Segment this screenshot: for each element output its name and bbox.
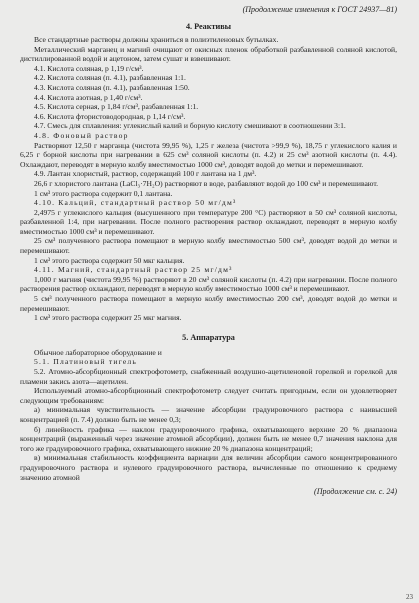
paragraph: 26,6 г хлористого лантана (LaCl₃·7H₂O) растворяют в воде, разбавляют водой до 100 см³ и перемешивают.	[34, 178, 379, 188]
paragraph: Металлический марганец и магний очищают от окисных пленок обработкой разбавленной соляной кислотой, дистиллированной водой и ацетоном, затем сушат и взвешивают.	[20, 44, 397, 64]
running-header: (Продолжение изменения к ГОСТ 24937—81)	[242, 5, 397, 14]
list-item: 4.6. Кислота фтористоводородная, р 1,14 г/см³.	[34, 111, 186, 121]
list-item: 4.2. Кислота соляная (п. 4.1), разбавленная 1:1.	[34, 73, 186, 83]
list-item: 4.9. Лантан хлористый, раствор, содержащий 100 г лантана на 1 дм³.	[34, 169, 257, 179]
paragraph: 1 см³ этого раствора содержит 25 мкг магния.	[34, 313, 182, 323]
list-item: 4.7. Смесь для сплавления: углекислый калий и борную кислоту смешивают в соотношении 3:1.	[34, 121, 346, 131]
section-title-apparatus: 5. Аппаратура	[182, 332, 235, 342]
paragraph: 25 см³ полученного раствора помещают в мерную колбу вместимостью 500 см³, доводят водой до метки и перемешивают.	[20, 236, 397, 256]
list-item: 4.4. Кислота азотная, р 1,40 г/см³.	[34, 92, 143, 102]
section-title-reagents: 4. Реактивы	[185, 22, 232, 31]
list-item: б) линейность графика — наклон градуировочного графика, охватывающего верхние 20 % диапазона концентраций (выраженный через значение атомной абсорбции), должен быть не менее 0,7 значения наклона для того же градуировочного графика, охватывающего нижние 20 % диапазона концентраций;	[20, 424, 397, 453]
paragraph: 1,000 г магния (чистота 99,95 %) растворяют в 20 см³ соляной кислоты (п. 4.2) при нагревании. После полного растворения раствор охлаждают, переводят в мерную колбу вместимостью 1000 см³ и перемешивают.	[20, 274, 397, 294]
paragraph: 5 см³ полученного раствора помещают в мерную колбу вместимостью 200 см³, доводят водой до метки и перемешивают.	[20, 294, 397, 313]
paragraph: Все стандартные растворы должны храниться в полиэтиленовых бутылках.	[34, 35, 279, 44]
paragraph: 1 см³ этого раствора содержит 50 мкг кальция.	[34, 255, 185, 265]
subheading: 4.10. Кальций, стандартный раствор 50 мг/дм³	[34, 198, 237, 208]
list-item: а) минимальная чувствительность — значение абсорбции градуировочного раствора с наивысшей концентрацией (п. 7.4) должно быть не менее 0,3;	[20, 405, 397, 424]
continuation-note: (Продолжение см. с. 24)	[314, 487, 397, 497]
paragraph: 2,4975 г углекислого кальция (высушенного при температуре 200 °С) растворяют в 50 см³ соляной кислоты, разбавленной 1:4, при нагревании. После полного растворения раствор охлаждают, переводят в мерную колбу вместимостью 1000 см³ и перемешивают.	[20, 207, 397, 236]
page-number: 23	[406, 593, 413, 602]
paragraph: Обычное лабораторное оборудование и	[34, 347, 162, 357]
list-item: 4.5. Кислота серная, р 1,84 г/см³, разбавленная 1:1.	[34, 102, 199, 112]
paragraph: Растворяют 12,50 г марганца (чистота 99,95 %), 1,25 г железа (чистота >99,9 %), 18,75 г углекислого калия и 6,25 г борной кислоты при нагревании в 625 см³ соляной кислоты (п. 4.2) и 25 см³ азотной кислоты (п. 4.4). Охлаждают, переводят в мерную колбу вместимостью 1000 см³, доводят водой до метки и перемешивают.	[20, 140, 397, 169]
subheading: 4.8. Фоновый раствор	[34, 130, 129, 140]
list-item: в) минимальная стабильность коэффициента вариации для величин абсорбции самого концентрированного градуировочного раствора и нулевого градуировочного раствора, вычисленные по отношению к среднему значению атомной	[20, 453, 397, 482]
list-item: 4.3. Кислота соляная (п. 4.1), разбавленная 1:50.	[34, 82, 190, 92]
paragraph: 5.2. Атомно-абсорбционный спектрофотометр, снабженный воздушно-ацетиленовой горелкой и горелкой для пламени закись азота—ацетилен.	[20, 367, 397, 386]
paragraph: Используемый атомно-абсорбционный спектрофотометр следует считать пригодным, если он удовлетворяет следующим требованиям:	[20, 386, 397, 405]
list-item: 4.1. Кислота соляная, р 1,19 г/см³.	[34, 63, 144, 73]
subheading: 5.1. Платиновый тигель	[34, 357, 138, 367]
paragraph: 1 см³ этого раствора содержит 0,1 лантана.	[34, 188, 173, 198]
subheading: 4.11. Магний, стандартный раствор 25 мг/дм³	[34, 265, 233, 275]
